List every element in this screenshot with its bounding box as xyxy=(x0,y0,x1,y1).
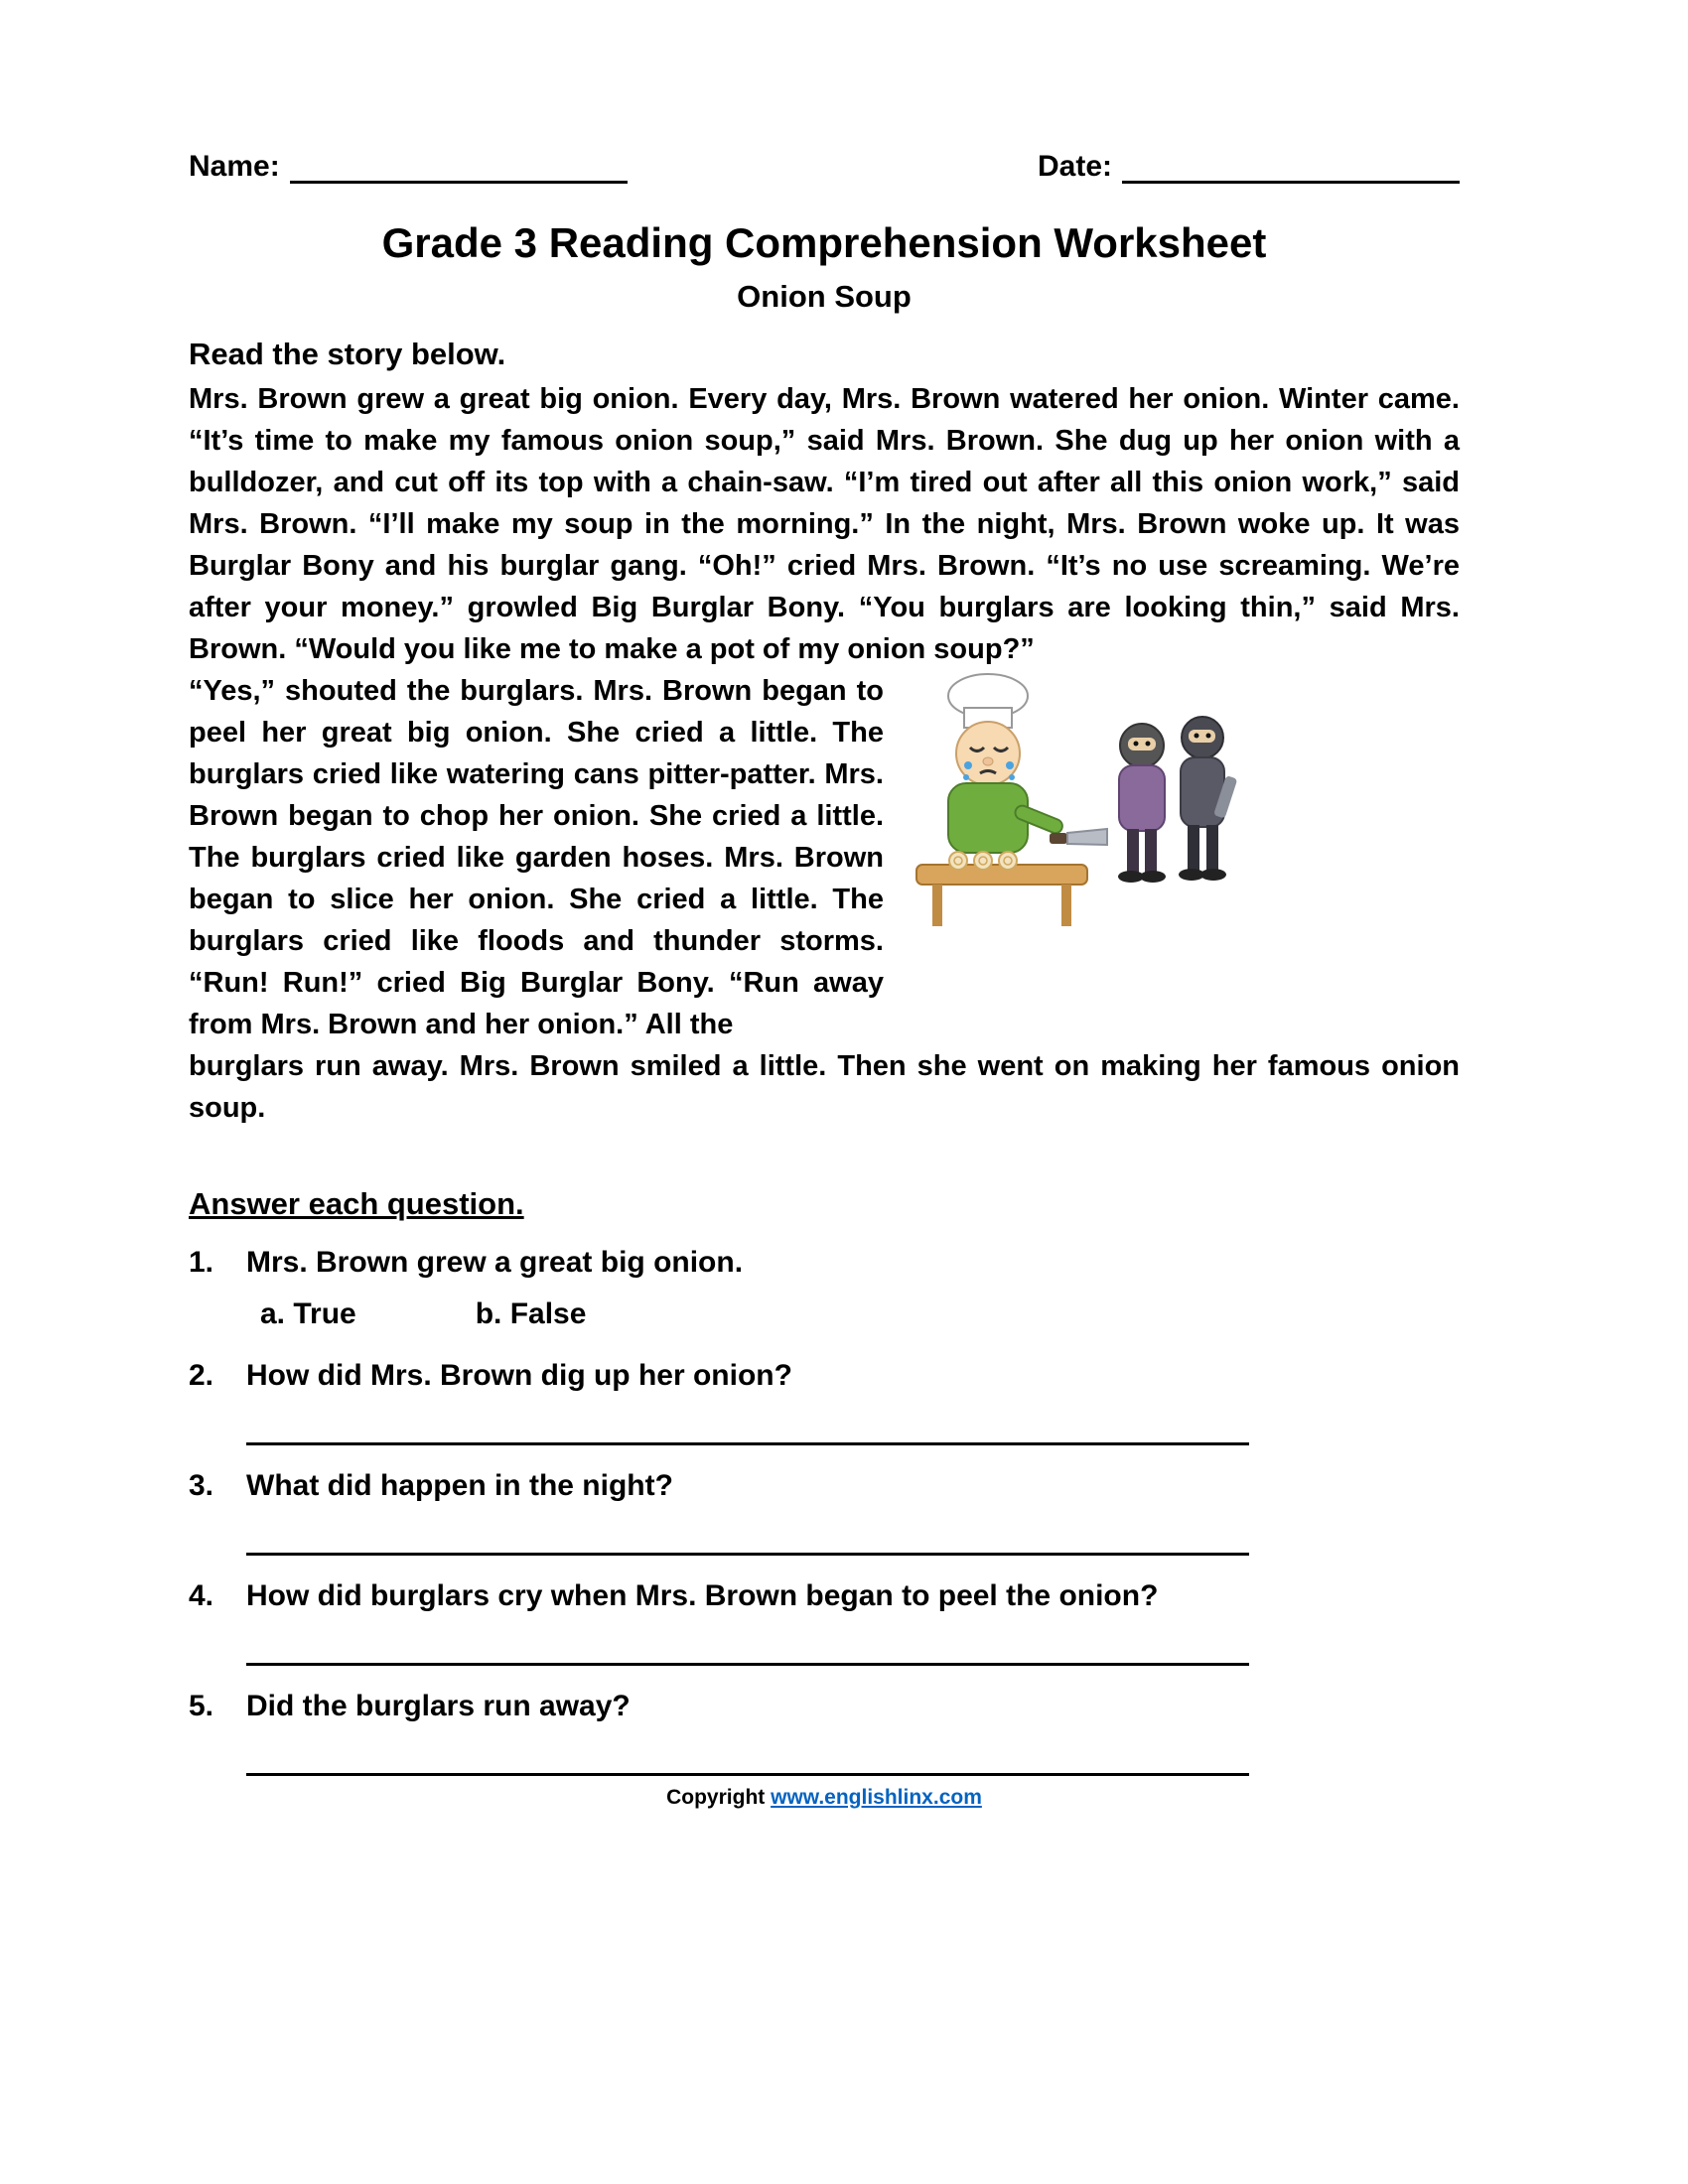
header-row xyxy=(189,149,1460,184)
story-middle-section xyxy=(189,670,1460,1045)
name-blank[interactable] xyxy=(290,149,628,184)
story-part1: Mrs. Brown grew a great big onion. Every day, Mrs. Brown watered her onion. Winter came. “It’s time to make my famous onion soup,” said Mrs. Brown. She dug up her onion with a bulldozer, and cut off its top with a chain-saw. “I’m tired out after all this onion work,” said Mrs. Brown. “I’ll make my soup in the morning.” In the night, Mrs. Brown woke up. It was Burglar Bony and his burglar gang. “Oh!” cried Mrs. Brown. “It’s no use screaming. We’re after your money.” growled Big Burglar Bony. “You burglars are looking thin,” said Mrs. Brown. “Would you like me to make a pot of my onion soup?” xyxy=(189,383,1460,665)
question-2-number: 2. xyxy=(189,1359,214,1392)
copyright-text: Copyright xyxy=(666,1786,772,1809)
answer-blank-4[interactable] xyxy=(246,1617,1249,1666)
story xyxy=(189,378,1460,1129)
answer-blank-2[interactable] xyxy=(246,1397,1249,1445)
answer-blank-3[interactable] xyxy=(246,1507,1249,1556)
question-5-text: Did the burglars run away? xyxy=(246,1690,631,1722)
name-label: Name: xyxy=(189,150,280,183)
option-true[interactable]: a. True xyxy=(260,1297,356,1330)
option-false[interactable]: b. False xyxy=(475,1297,587,1330)
date-field xyxy=(1038,149,1460,184)
question-4-number: 4. xyxy=(189,1579,214,1612)
story-illustration xyxy=(899,666,1241,944)
question-1 xyxy=(189,1242,1460,1284)
date-blank[interactable] xyxy=(1122,149,1460,184)
footer xyxy=(189,1786,1460,1810)
question-1-number: 1. xyxy=(189,1246,214,1279)
chef-figure xyxy=(916,674,1107,926)
question-4-text: How did burglars cry when Mrs. Brown began to peel the onion? xyxy=(246,1579,1159,1612)
questions-heading: Answer each question. xyxy=(189,1186,524,1221)
question-2-text: How did Mrs. Brown dig up her onion? xyxy=(246,1359,792,1392)
page-subtitle: Onion Soup xyxy=(737,279,912,314)
burglar-figures xyxy=(1118,717,1237,883)
question-3-text: What did happen in the night? xyxy=(246,1469,673,1502)
instructions: Read the story below. xyxy=(189,337,506,371)
englishlinx-link[interactable]: www.englishlinx.com xyxy=(771,1786,982,1809)
question-3-number: 3. xyxy=(189,1469,214,1502)
crying-chef-and-burglars-image xyxy=(899,666,1241,944)
question-1-options xyxy=(189,1294,1460,1335)
question-2 xyxy=(189,1355,1460,1397)
question-4 xyxy=(189,1575,1460,1617)
question-3 xyxy=(189,1465,1460,1507)
story-part3: burglars run away. Mrs. Brown smiled a little. Then she went on making her famous onion soup. xyxy=(189,1050,1460,1124)
question-5 xyxy=(189,1686,1460,1727)
name-field xyxy=(189,149,628,184)
question-1-text: Mrs. Brown grew a great big onion. xyxy=(246,1246,744,1279)
question-5-number: 5. xyxy=(189,1690,214,1722)
story-part2: “Yes,” shouted the burglars. Mrs. Brown began to peel her great big onion. She cried a little. The burglars cried like watering cans pitter-patter. Mrs. Brown began to chop her onion. She cried a little. The burglars cried like garden hoses. Mrs. Brown began to slice her onion. She cried a little. The burglars cried like floods and thunder storms. “Run! Run!” cried Big Burglar Bony. “Run away from Mrs. Brown and her onion.” All the xyxy=(189,675,884,1040)
page-title: Grade 3 Reading Comprehension Worksheet xyxy=(381,219,1267,266)
date-label: Date: xyxy=(1037,150,1112,183)
answer-blank-5[interactable] xyxy=(246,1727,1249,1776)
